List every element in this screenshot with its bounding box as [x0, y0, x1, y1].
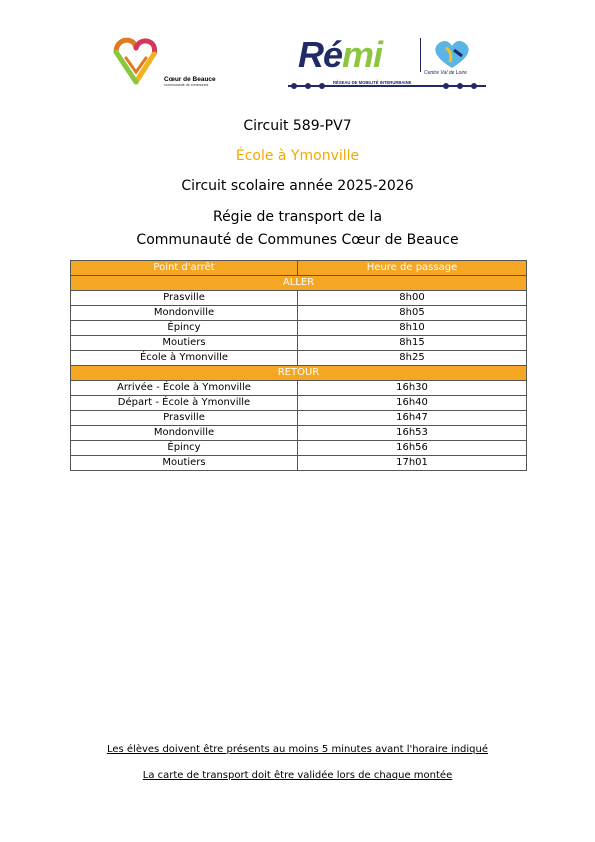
- time-cell: 16h56: [298, 441, 527, 456]
- logo-divider: [420, 38, 421, 72]
- stop-cell: Mondonville: [71, 426, 298, 441]
- time-cell: 8h05: [298, 306, 527, 321]
- time-cell: 8h10: [298, 321, 527, 336]
- card-validation-notice: La carte de transport doit être validée lors de chaque montée: [142, 770, 453, 781]
- stop-cell: École à Ymonville: [71, 351, 298, 366]
- stop-cell: Épincy: [71, 321, 298, 336]
- authority-line-1: Régie de transport de la: [212, 209, 383, 225]
- table-row: [71, 351, 527, 366]
- stop-cell: Épincy: [71, 441, 298, 456]
- stop-cell: Moutiers: [71, 336, 298, 351]
- remi-wordmark: Rémi: [298, 34, 383, 75]
- table-row: [71, 291, 527, 306]
- circuit-title: Circuit 589-PV7: [243, 118, 352, 134]
- time-cell: 16h40: [298, 396, 527, 411]
- logo-right-tagline: RÉSEAU DE MOBILITÉ INTERURBAINE: [330, 80, 414, 85]
- stop-cell: Prasville: [71, 291, 298, 306]
- arrival-notice: Les élèves doivent être présents au moins 5 minutes avant l'horaire indiqué: [106, 744, 489, 755]
- stop-cell: Arrivée - École à Ymonville: [71, 381, 298, 396]
- time-cell: 8h15: [298, 336, 527, 351]
- section-row-aller: [71, 276, 527, 291]
- logo-right-region: Centre Val de Loire: [424, 70, 467, 76]
- remi-logo: [286, 32, 490, 96]
- table-row: [71, 306, 527, 321]
- stop-cell: Prasville: [71, 411, 298, 426]
- stop-cell: Moutiers: [71, 456, 298, 471]
- school-year-title: Circuit scolaire année 2025-2026: [181, 178, 414, 194]
- time-cell: 8h00: [298, 291, 527, 306]
- time-cell: 16h30: [298, 381, 527, 396]
- time-cell: 17h01: [298, 456, 527, 471]
- table-row: [71, 321, 527, 336]
- logo-left-name: Cœur de Beauce: [164, 76, 216, 83]
- table-row: [71, 411, 527, 426]
- table-header-row: [71, 261, 527, 276]
- table-row: [71, 456, 527, 471]
- school-title: École à Ymonville: [235, 148, 360, 164]
- authority-line-2: Communauté de Communes Cœur de Beauce: [136, 232, 459, 248]
- time-cell: 8h25: [298, 351, 527, 366]
- section-label-aller: ALLER: [71, 276, 527, 291]
- time-cell: 16h53: [298, 426, 527, 441]
- table-row: [71, 396, 527, 411]
- table-row: [71, 426, 527, 441]
- table-row: [71, 336, 527, 351]
- heart-logo-icon: [108, 32, 164, 94]
- coeur-de-beauce-logo: [108, 32, 233, 94]
- column-header-stop: Point d'arrêt: [71, 261, 298, 276]
- section-label-retour: RETOUR: [71, 366, 527, 381]
- region-heart-icon: [432, 38, 472, 70]
- column-header-time: Heure de passage: [298, 261, 527, 276]
- table-row: [71, 441, 527, 456]
- logo-left-subtitle: communauté de communes: [164, 83, 209, 87]
- time-cell: 16h47: [298, 411, 527, 426]
- stop-cell: Mondonville: [71, 306, 298, 321]
- table-row: [71, 381, 527, 396]
- schedule-table: [70, 260, 527, 471]
- section-row-retour: [71, 366, 527, 381]
- stop-cell: Départ - École à Ymonville: [71, 396, 298, 411]
